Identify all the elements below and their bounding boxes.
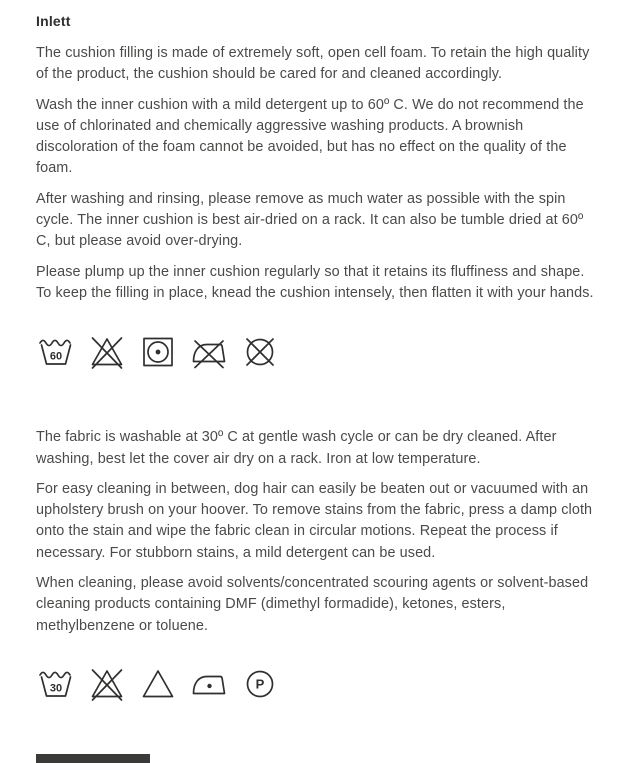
paragraph-fabric-cleaning: For easy cleaning in between, dog hair can easily be beaten out or vacuumed with an upholstery brush on your hoover. To remove stains from the fabric, press a damp cloth onto the stain and wipe the fabric clean in circular motions. Repeat the process if necessary. For stubborn stains, a mild detergent can be used. [36,480,593,561]
paragraph-drying: After washing and rinsing, please remove as much water as possible with the spin cycle. The inner cushion is best air-dried on a rack. It can also be tumble dried at 60º C, but please avoid over-drying. [36,190,584,250]
do-not-dry-clean-icon [240,331,280,371]
do-not-bleach-icon [87,663,127,703]
section-title: Inlett [36,13,71,29]
bleach-allowed-icon [138,663,178,703]
paragraph-filling-intro: The cushion filling is made of extremely soft, open cell foam. To retain the high quality of the product, the cushion should be cared for and cleaned accordingly. [36,45,590,83]
svg-text:P: P [255,676,265,692]
tumble-dry-icon [138,331,178,371]
svg-text:30: 30 [49,682,63,695]
paragraph-washing: Wash the inner cushion with a mild detergent up to 60º C. We do not recommend the use of chlorinated and chemically aggressive washing products. A brownish discoloration of the foam cannot be avoided, but has no effect on the quality of the foam. [36,96,584,177]
do-not-iron-icon [189,331,229,371]
truncated-bottom-button[interactable] [36,754,150,763]
iron-low-temperature-icon [189,663,229,703]
paragraph-fabric-solvents: When cleaning, please avoid solvents/concentrated scouring agents or solvent-based cleaning products containing DMF (dimethyl formadide), ketones, esters, methylbenzene or toluene. [36,575,589,634]
do-not-bleach-icon [87,331,127,371]
professional-dry-clean-icon [240,663,280,703]
paragraph-fabric-wash: The fabric is washable at 30º C at gentle wash cycle or can be dry cleaned. After washing, best let the cover air dry on a rack. Iron at low temperature. [36,429,557,467]
svg-text:60: 60 [49,350,63,363]
wash-30-icon [36,663,76,703]
paragraph-plumping: Please plump up the inner cushion regularly so that it retains its fluffiness and shape. To keep the filling in place, knead the cushion intensely, then flatten it with your hands. [36,263,594,301]
wash-60-icon [36,331,76,371]
care-icons-row-fabric [36,663,598,703]
care-icons-row-inner-cushion [36,331,598,371]
